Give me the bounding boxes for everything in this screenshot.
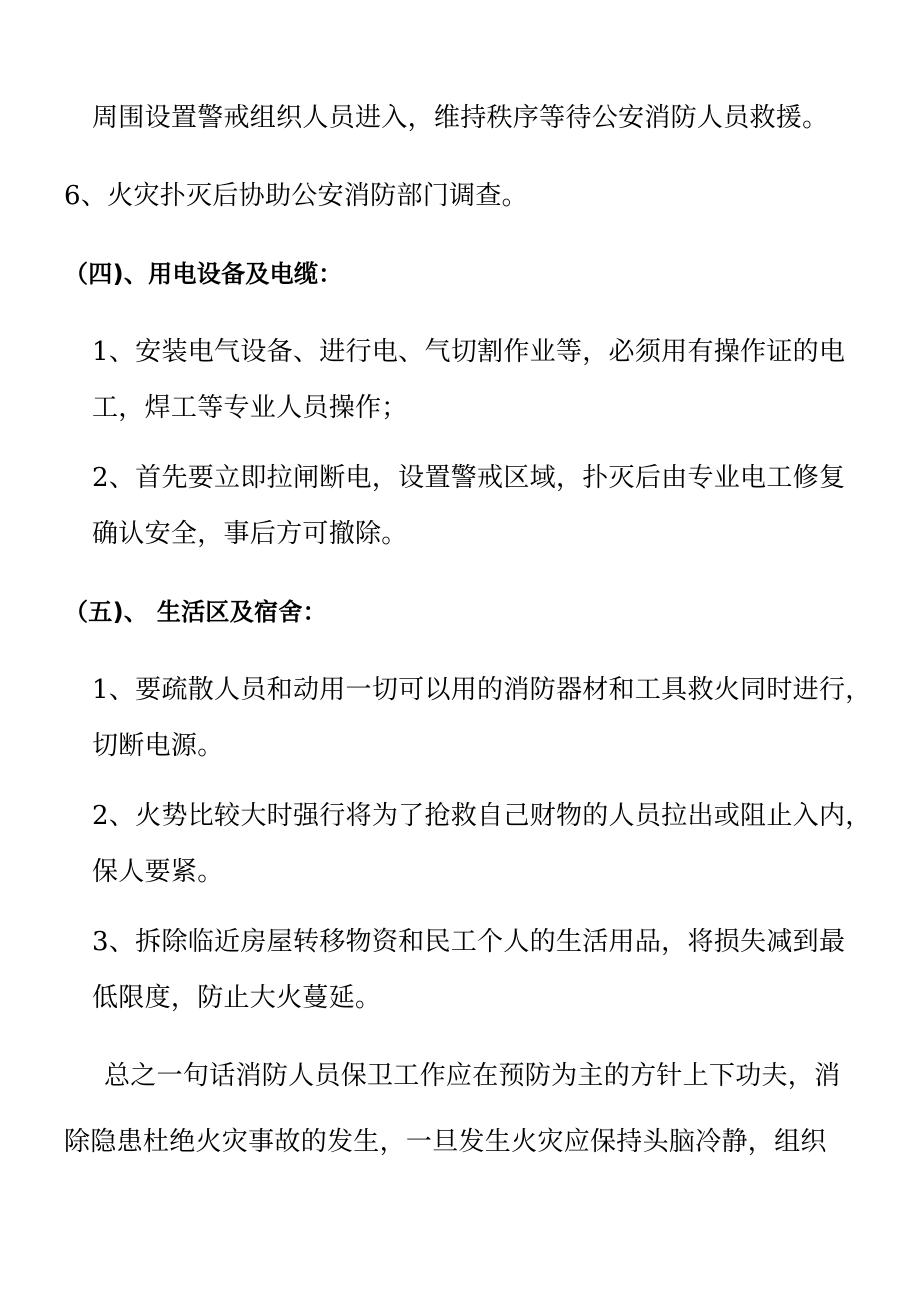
paragraph-line: 3、拆除临近房屋转移物资和民工个人的生活用品，将损失减到最 <box>92 927 846 957</box>
section-heading: （五)、 生活区及宿舍： <box>64 598 327 626</box>
paragraph-line: 保人要紧。 <box>92 857 224 887</box>
paragraph-line: 切断电源。 <box>92 731 224 761</box>
paragraph-line: 工，焊工等专业人员操作； <box>92 393 408 423</box>
paragraph-line: 除隐患杜绝火灾事故的发生，一旦发生火灾应保持头脑冷静，组织 <box>64 1127 827 1157</box>
paragraph-line: 6、火灾扑灭后协助公安消防部门调查。 <box>64 181 528 211</box>
paragraph-line: 1、安装电气设备、进行电、气切割作业等，必须用有操作证的电 <box>92 337 846 367</box>
paragraph-line: 低限度，防止大火蔓延。 <box>92 983 382 1013</box>
paragraph-line: 2、首先要立即拉闸断电，设置警戒区域，扑灭后由专业电工修复 <box>92 463 846 493</box>
section-heading: （四)、用电设备及电缆： <box>64 260 343 288</box>
paragraph-line: 确认安全，事后方可撤除。 <box>92 519 408 549</box>
paragraph-line: 2、火势比较大时强行将为了抢救自己财物的人员拉出或阻止入内， <box>92 801 872 831</box>
paragraph-line: 周围设置警戒组织人员进入，维持秩序等待公安消防人员救援。 <box>92 103 829 133</box>
paragraph-line: 总之一句话消防人员保卫工作应在预防为主的方针上下功夫，消 <box>104 1061 841 1091</box>
paragraph-line: 1、要疏散人员和动用一切可以用的消防器材和工具救火同时进行， <box>92 675 872 705</box>
